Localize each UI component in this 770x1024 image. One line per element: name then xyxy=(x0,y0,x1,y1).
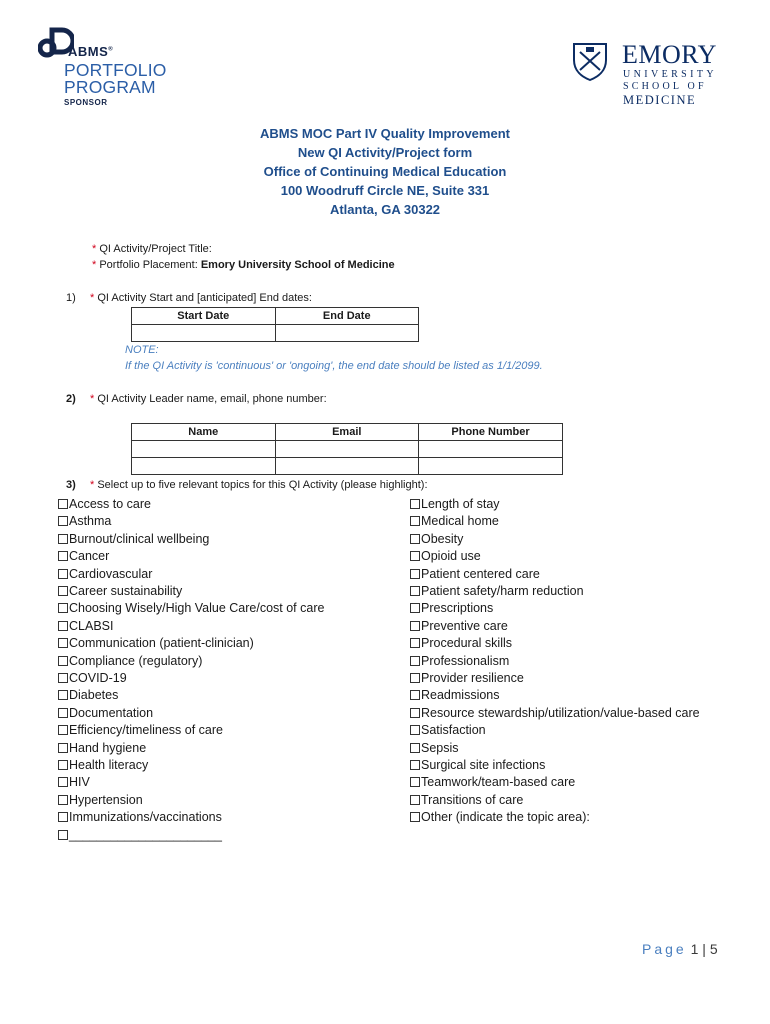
topic-label: Procedural skills xyxy=(421,636,513,651)
q1-label: QI Activity Start and [anticipated] End dates: xyxy=(97,292,312,304)
checkbox-icon[interactable] xyxy=(410,551,420,561)
topic-label: Burnout/clinical wellbeing xyxy=(69,531,210,546)
checkbox-icon[interactable] xyxy=(58,673,68,683)
topic-checkbox-item[interactable] xyxy=(58,497,151,511)
topic-label: Immunizations/vaccinations xyxy=(69,810,222,825)
topic-checkbox-item[interactable] xyxy=(410,741,459,755)
topic-label: Cancer xyxy=(69,549,110,564)
checkbox-icon[interactable] xyxy=(58,743,68,753)
topic-checkbox-item[interactable] xyxy=(410,688,500,702)
placement-label: Portfolio Placement: xyxy=(99,259,198,271)
abms-portfolio-logo xyxy=(38,24,178,114)
topic-checkbox-item[interactable] xyxy=(58,619,113,633)
checkbox-icon[interactable] xyxy=(58,551,68,561)
checkbox-icon[interactable] xyxy=(410,603,420,613)
checkbox-icon[interactable] xyxy=(58,760,68,770)
checkbox-icon[interactable] xyxy=(58,777,68,787)
col-email: Email xyxy=(275,424,419,441)
title-line-1: ABMS MOC Part IV Quality Improvement xyxy=(260,126,510,141)
q3-label: Select up to five relevant topics for this QI Activity (please highlight): xyxy=(97,479,428,491)
topic-checkbox-item[interactable] xyxy=(410,619,508,633)
checkbox-icon[interactable] xyxy=(58,638,68,648)
topic-checkbox-item[interactable] xyxy=(58,758,148,772)
end-date-cell[interactable] xyxy=(275,325,419,342)
topic-checkbox-item[interactable] xyxy=(58,671,127,685)
form-title-block xyxy=(0,124,770,219)
emory-university: UNIVERSITY xyxy=(623,69,717,80)
checkbox-icon[interactable] xyxy=(410,516,420,526)
topic-label: Asthma xyxy=(69,514,112,529)
emory-medicine: MEDICINE xyxy=(623,93,697,107)
title-line-4: 100 Woodruff Circle NE, Suite 331 xyxy=(280,183,490,198)
checkbox-icon[interactable] xyxy=(58,795,68,805)
q2-label: QI Activity Leader name, email, phone number: xyxy=(97,393,327,405)
topic-checkbox-item[interactable] xyxy=(410,497,500,511)
topic-checkbox-item[interactable] xyxy=(58,654,202,668)
topic-label: Resource stewardship/utilization/value-based care xyxy=(421,705,700,720)
page-separator: | xyxy=(702,941,706,957)
q1-dates-table xyxy=(131,307,419,342)
topic-label: Teamwork/team-based care xyxy=(421,775,576,790)
abms-sponsor-text: SPONSOR xyxy=(64,98,108,107)
checkbox-icon[interactable] xyxy=(410,638,420,648)
emory-medicine-logo xyxy=(572,40,722,112)
topic-label: Health literacy xyxy=(69,758,149,772)
q3-label-row xyxy=(90,479,428,491)
topic-label: Provider resilience xyxy=(421,671,524,685)
q2-label-row xyxy=(90,393,327,405)
topic-checkbox-item[interactable] xyxy=(58,775,90,789)
title-line-2: New QI Activity/Project form xyxy=(297,145,473,160)
topic-checkbox-item[interactable] xyxy=(410,671,524,685)
leader-email-cell[interactable] xyxy=(275,441,419,458)
topic-label: Cardiovascular xyxy=(69,566,153,581)
checkbox-icon[interactable] xyxy=(58,586,68,596)
checkbox-icon[interactable] xyxy=(410,656,420,666)
leader-name-cell[interactable] xyxy=(132,458,276,475)
emory-school-of: SCHOOL OF xyxy=(623,81,707,92)
checkbox-icon[interactable] xyxy=(410,569,420,579)
topic-checkbox-item[interactable] xyxy=(58,828,222,842)
topic-label: Diabetes xyxy=(69,688,119,703)
topic-label: Opioid use xyxy=(421,549,481,564)
q1-number: 1) xyxy=(66,292,76,304)
topic-checkbox-item[interactable] xyxy=(58,741,146,755)
required-mark: * xyxy=(92,243,97,255)
col-phone: Phone Number xyxy=(419,424,563,441)
col-start-date: Start Date xyxy=(132,308,276,325)
topic-label: Patient centered care xyxy=(421,566,540,581)
topic-checkbox-item[interactable] xyxy=(410,584,584,598)
topic-checkbox-item[interactable] xyxy=(410,775,575,789)
topic-label: Choosing Wisely/High Value Care/cost of care xyxy=(69,601,325,616)
topic-label: Readmissions xyxy=(421,688,500,703)
topic-checkbox-item[interactable] xyxy=(410,793,523,807)
page-word: Page xyxy=(642,941,687,957)
table-header-row xyxy=(132,424,563,441)
checkbox-icon[interactable] xyxy=(410,795,420,805)
leader-phone-cell[interactable] xyxy=(419,441,563,458)
leader-email-cell[interactable] xyxy=(275,458,419,475)
leader-phone-cell[interactable] xyxy=(419,458,563,475)
topic-checkbox-item[interactable] xyxy=(410,654,509,668)
q1-label-row xyxy=(90,292,312,304)
table-header-row xyxy=(132,308,419,325)
portfolio-placement-field xyxy=(92,259,395,271)
topic-checkbox-item[interactable] xyxy=(410,567,540,581)
topic-checkbox-item[interactable] xyxy=(410,532,463,546)
topic-label: Hand hygiene xyxy=(69,740,147,755)
checkbox-icon[interactable] xyxy=(410,777,420,787)
placement-value: Emory University School of Medicine xyxy=(200,259,395,271)
checkbox-icon[interactable] xyxy=(410,812,420,822)
topic-checkbox-item[interactable] xyxy=(58,793,143,807)
topic-checkbox-item[interactable] xyxy=(410,706,700,720)
topic-label: Career sustainability xyxy=(69,584,183,598)
topic-label: Hypertension xyxy=(69,792,143,807)
q2-number: 2) xyxy=(66,393,76,405)
note-label: NOTE: xyxy=(125,344,159,356)
checkbox-icon[interactable] xyxy=(58,603,68,613)
topic-checkbox-item[interactable] xyxy=(410,514,499,528)
topic-label: COVID-19 xyxy=(69,671,127,685)
checkbox-icon[interactable] xyxy=(410,499,420,509)
topic-label: Access to care xyxy=(69,497,151,511)
topic-checkbox-item[interactable] xyxy=(58,514,111,528)
topic-label: Surgical site infections xyxy=(421,758,546,772)
topic-label: Preventive care xyxy=(421,618,508,633)
checkbox-icon[interactable] xyxy=(58,830,68,840)
topic-label: Documentation xyxy=(69,705,154,720)
checkbox-icon[interactable] xyxy=(410,534,420,544)
note-text: If the QI Activity is 'continuous' or 'ongoing', the end date should be listed as 1/1/2099. xyxy=(125,360,543,372)
topic-checkbox-item[interactable] xyxy=(58,688,118,702)
topic-checkbox-item[interactable] xyxy=(410,636,512,650)
topic-checkbox-item[interactable] xyxy=(58,706,153,720)
checkbox-icon[interactable] xyxy=(58,690,68,700)
table-row[interactable] xyxy=(132,325,419,342)
col-name: Name xyxy=(132,424,276,441)
checkbox-icon[interactable] xyxy=(58,534,68,544)
title-line-3: Office of Continuing Medical Education xyxy=(263,164,507,179)
required-mark: * xyxy=(90,292,95,304)
checkbox-icon[interactable] xyxy=(58,812,68,822)
checkbox-icon[interactable] xyxy=(410,743,420,753)
abms-portfolio-text: PORTFOLIO xyxy=(64,60,167,80)
checkbox-icon[interactable] xyxy=(410,673,420,683)
checkbox-icon[interactable] xyxy=(410,621,420,631)
topic-checkbox-item[interactable] xyxy=(410,723,486,737)
project-title-field[interactable] xyxy=(92,243,212,255)
emory-shield-icon xyxy=(572,42,608,82)
table-row[interactable] xyxy=(132,458,563,475)
checkbox-icon[interactable] xyxy=(58,516,68,526)
topic-label: Communication (patient-clinician) xyxy=(69,636,254,651)
topic-checkbox-item[interactable] xyxy=(58,601,324,615)
checkbox-icon[interactable] xyxy=(58,656,68,666)
required-mark: * xyxy=(90,479,95,491)
checkbox-icon[interactable] xyxy=(58,569,68,579)
topic-label: CLABSI xyxy=(69,618,114,633)
checkbox-icon[interactable] xyxy=(58,708,68,718)
topic-label: Obesity xyxy=(421,531,464,546)
checkbox-icon[interactable] xyxy=(58,725,68,735)
topic-checkbox-item[interactable] xyxy=(58,810,222,824)
page-total: 5 xyxy=(709,941,718,957)
title-line-5: Atlanta, GA 30322 xyxy=(329,202,441,217)
topic-label: Prescriptions xyxy=(421,601,494,616)
checkbox-icon[interactable] xyxy=(410,708,420,718)
topic-label: Satisfaction xyxy=(421,723,486,738)
topic-checkbox-item[interactable] xyxy=(58,567,152,581)
topic-checkbox-item[interactable] xyxy=(58,532,209,546)
abms-wordmark: ABMS® xyxy=(68,44,114,59)
leader-name-cell[interactable] xyxy=(132,441,276,458)
project-title-label: QI Activity/Project Title: xyxy=(99,243,212,255)
topic-checkbox-item[interactable] xyxy=(410,758,545,772)
required-mark: * xyxy=(90,393,95,405)
topic-checkbox-item[interactable] xyxy=(58,636,254,650)
page-number: 1 xyxy=(690,941,699,957)
q2-leader-table xyxy=(131,423,563,475)
checkbox-icon[interactable] xyxy=(410,725,420,735)
abms-program-text: PROGRAM xyxy=(64,77,156,97)
checkbox-icon[interactable] xyxy=(58,499,68,509)
topic-label: Sepsis xyxy=(421,740,459,755)
topic-label: Efficiency/timeliness of care xyxy=(69,723,223,738)
topic-label: Professionalism xyxy=(421,653,510,668)
topic-checkbox-item[interactable] xyxy=(410,549,481,563)
topic-checkbox-item[interactable] xyxy=(410,810,590,824)
topic-checkbox-item[interactable] xyxy=(410,601,493,615)
topic-label: Other (indicate the topic area): xyxy=(421,810,590,825)
page-footer xyxy=(642,941,718,957)
required-mark: * xyxy=(92,259,97,271)
topic-label: ______________________ xyxy=(69,827,222,842)
checkbox-icon[interactable] xyxy=(410,760,420,770)
topic-label: Length of stay xyxy=(421,497,500,511)
topic-checkbox-item[interactable] xyxy=(58,549,109,563)
topic-checkbox-item[interactable] xyxy=(58,723,223,737)
topic-label: Transitions of care xyxy=(421,792,524,807)
topic-label: HIV xyxy=(69,775,90,790)
col-end-date: End Date xyxy=(275,308,419,325)
emory-name: EMORY xyxy=(622,40,717,69)
checkbox-icon[interactable] xyxy=(410,586,420,596)
checkbox-icon[interactable] xyxy=(410,690,420,700)
table-row[interactable] xyxy=(132,441,563,458)
topic-label: Compliance (regulatory) xyxy=(69,653,203,668)
topic-label: Patient safety/harm reduction xyxy=(421,584,584,598)
topic-label: Medical home xyxy=(421,514,499,529)
checkbox-icon[interactable] xyxy=(58,621,68,631)
q3-number: 3) xyxy=(66,479,76,491)
topic-checkbox-item[interactable] xyxy=(58,584,182,598)
start-date-cell[interactable] xyxy=(132,325,276,342)
